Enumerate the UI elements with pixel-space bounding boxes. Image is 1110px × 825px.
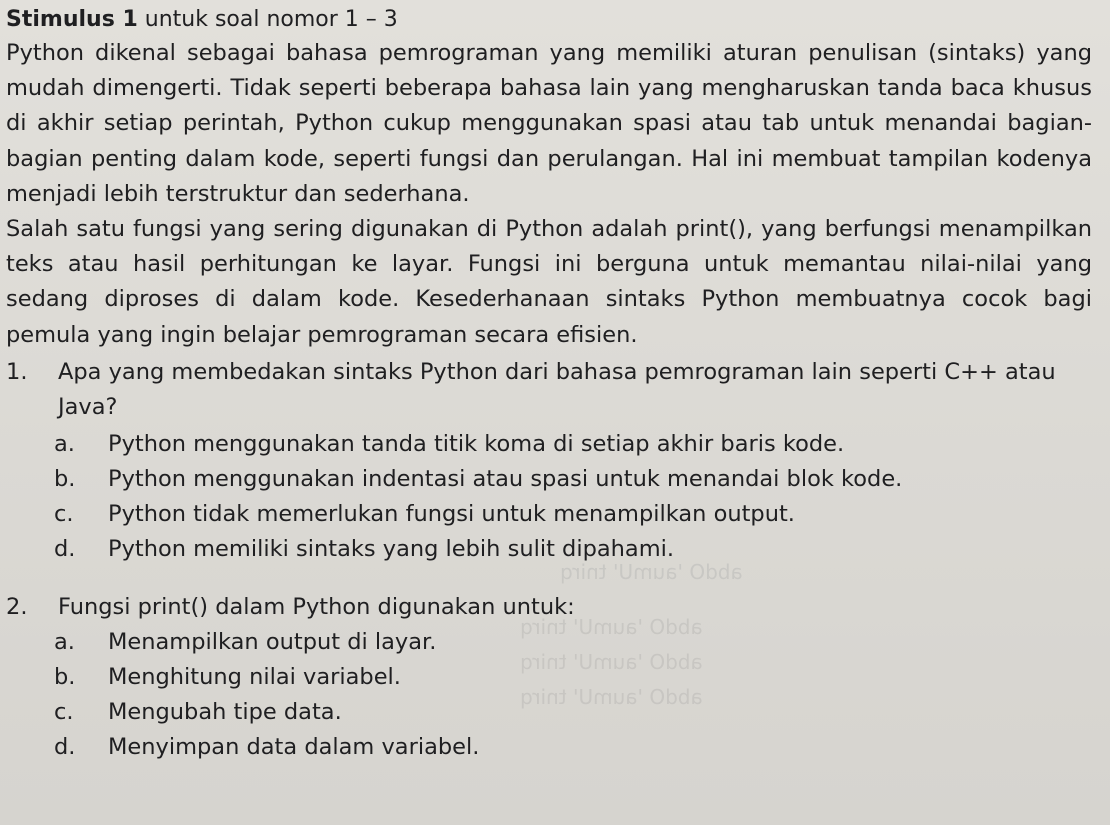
option-letter: a. [54,629,75,655]
option-a [54,625,1054,660]
option-text: Menghitung nilai variabel. [108,664,401,690]
option-letter: a. [54,431,75,457]
option-b [54,660,1054,695]
option-text: Menampilkan output di layar. [108,629,437,655]
option-text: Python menggunakan indentasi atau spasi untuk menandai blok kode. [108,466,903,492]
question-1 [6,355,1096,425]
option-text: Python tidak memerlukan fungsi untuk menampilkan output. [108,501,795,527]
question-2-options [54,625,1054,765]
question-text: Apa yang membedakan sintaks Python dari bahasa pemrograman lain seperti C++ atau Java? [58,359,1056,420]
stimulus-subtitle: untuk soal nomor 1 – 3 [137,7,398,32]
option-d [54,532,1054,567]
option-letter: b. [54,466,76,492]
option-text: Menyimpan data dalam variabel. [108,734,480,760]
stimulus-title [6,6,398,34]
option-text: Mengubah tipe data. [108,699,342,725]
option-letter: d. [54,734,76,760]
passage-paragraph-1: Python dikenal sebagai bahasa pemrograman yang memiliki aturan penulisan (sintaks) yang mudah dimengerti. Tidak seperti beberapa bahasa lain yang mengharuskan tanda baca khusus di akhir setiap perintah, Python cukup menggunakan spasi atau tab untuk menandai bagian-bagian penting dalam kode, seperti fungsi dan perulangan. Hal ini membuat tampilan kodenya menjadi lebih terstruktur dan sederhana. [6,40,1092,207]
option-a [54,427,1054,462]
bleed-through-text: abdO 'aumU' tnirq [520,685,703,709]
question-number: 2. [6,594,28,620]
option-text: Python menggunakan tanda titik koma di setiap akhir baris kode. [108,431,845,457]
option-letter: d. [54,536,76,562]
passage-paragraph-2: Salah satu fungsi yang sering digunakan di Python adalah print(), yang berfungsi menampilkan teks atau hasil perhitungan ke layar. Fungsi ini berguna untuk memantau nilai-nilai yang sedang diproses di dalam kode. Kesederhanaan sintaks Python membuatnya cocok bagi pemula yang ingin belajar pemrograman secara efisien. [6,216,1092,348]
bleed-through-text: abdO 'aumU' tnirq [520,615,703,639]
option-d [54,730,1054,765]
option-letter: c. [54,501,74,527]
question-1-options [54,427,1054,567]
option-letter: b. [54,664,76,690]
question-text: Fungsi print() dalam Python digunakan untuk: [58,594,575,620]
question-2 [6,590,1096,625]
bleed-through-text: abdO 'aumU' tnirq [520,650,703,674]
option-c [54,695,1054,730]
bleed-through-text: abdO 'aumU' tnirq [560,560,743,584]
option-b [54,462,1054,497]
option-letter: c. [54,699,74,725]
option-c [54,497,1054,532]
option-text: Python memiliki sintaks yang lebih sulit dipahami. [108,536,675,562]
stimulus-label: Stimulus 1 [6,7,138,32]
question-number: 1. [6,359,28,385]
